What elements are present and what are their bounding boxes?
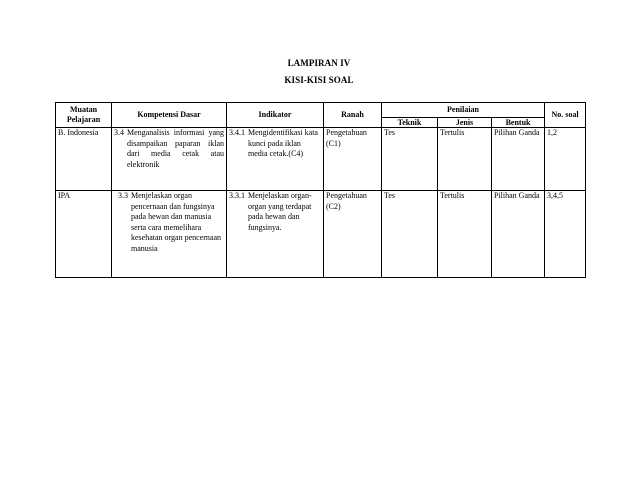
header-muatan-pelajaran: Muatan Pelajaran — [56, 103, 112, 128]
cell-teknik: Tes — [382, 128, 438, 191]
cell-bentuk: Pilihan Ganda — [492, 191, 545, 278]
indikator-text: Menjelaskan organ-organ yang terdapat pada hewan dan fungsinya. — [248, 191, 312, 232]
cell-ranah: Pengetahuan (C2) — [324, 191, 382, 278]
cell-no-soal: 1,2 — [545, 128, 586, 191]
table-row — [56, 128, 586, 191]
table-header-row — [56, 103, 586, 118]
cell-muatan: IPA — [56, 191, 112, 278]
indikator-number: 3.4.1 — [229, 128, 245, 137]
cell-bentuk: Pilihan Ganda — [492, 128, 545, 191]
cell-no-soal: 3,4,5 — [545, 191, 586, 278]
cell-kompetensi-dasar — [112, 191, 227, 278]
header-jenis: Jenis — [438, 118, 492, 128]
cell-teknik: Tes — [382, 191, 438, 278]
cell-ranah: Pengetahuan (C1) — [324, 128, 382, 191]
header-teknik: Teknik — [382, 118, 438, 128]
indikator-text: Mengidentifikasi kata kunci pada iklan media cetak.(C4) — [248, 128, 318, 158]
cell-jenis: Tertulis — [438, 191, 492, 278]
cell-muatan: B. Indonesia — [56, 128, 112, 191]
cell-jenis: Tertulis — [438, 128, 492, 191]
header-penilaian: Penilaian — [382, 103, 545, 118]
header-ranah: Ranah — [324, 103, 382, 128]
cell-indikator — [227, 128, 324, 191]
table-row — [56, 191, 586, 278]
kd-text: Menjelaskan organ pencernaan dan fungsinya pada hewan dan manusia serta cara memelihara kesehatan organ pencernaan manusia — [131, 191, 222, 253]
kisi-kisi-table — [55, 102, 586, 278]
header-bentuk: Bentuk — [492, 118, 545, 128]
cell-kompetensi-dasar — [112, 128, 227, 191]
header-indikator: Indikator — [227, 103, 324, 128]
indikator-number: 3.3.1 — [229, 191, 245, 200]
kd-number: 3.3 — [118, 191, 128, 200]
cell-indikator — [227, 191, 324, 278]
document-subtitle: KISI-KISI SOAL — [284, 75, 354, 85]
header-no-soal: No. soal — [545, 103, 586, 128]
kd-text: Menganalisis informasi yang disampaikan paparan iklan dari media cetak atau elektronik — [127, 128, 224, 169]
header-kompetensi-dasar: Kompetensi Dasar — [112, 103, 227, 128]
kd-number: 3.4 — [114, 128, 124, 137]
document-title: LAMPIRAN IV — [287, 58, 351, 68]
